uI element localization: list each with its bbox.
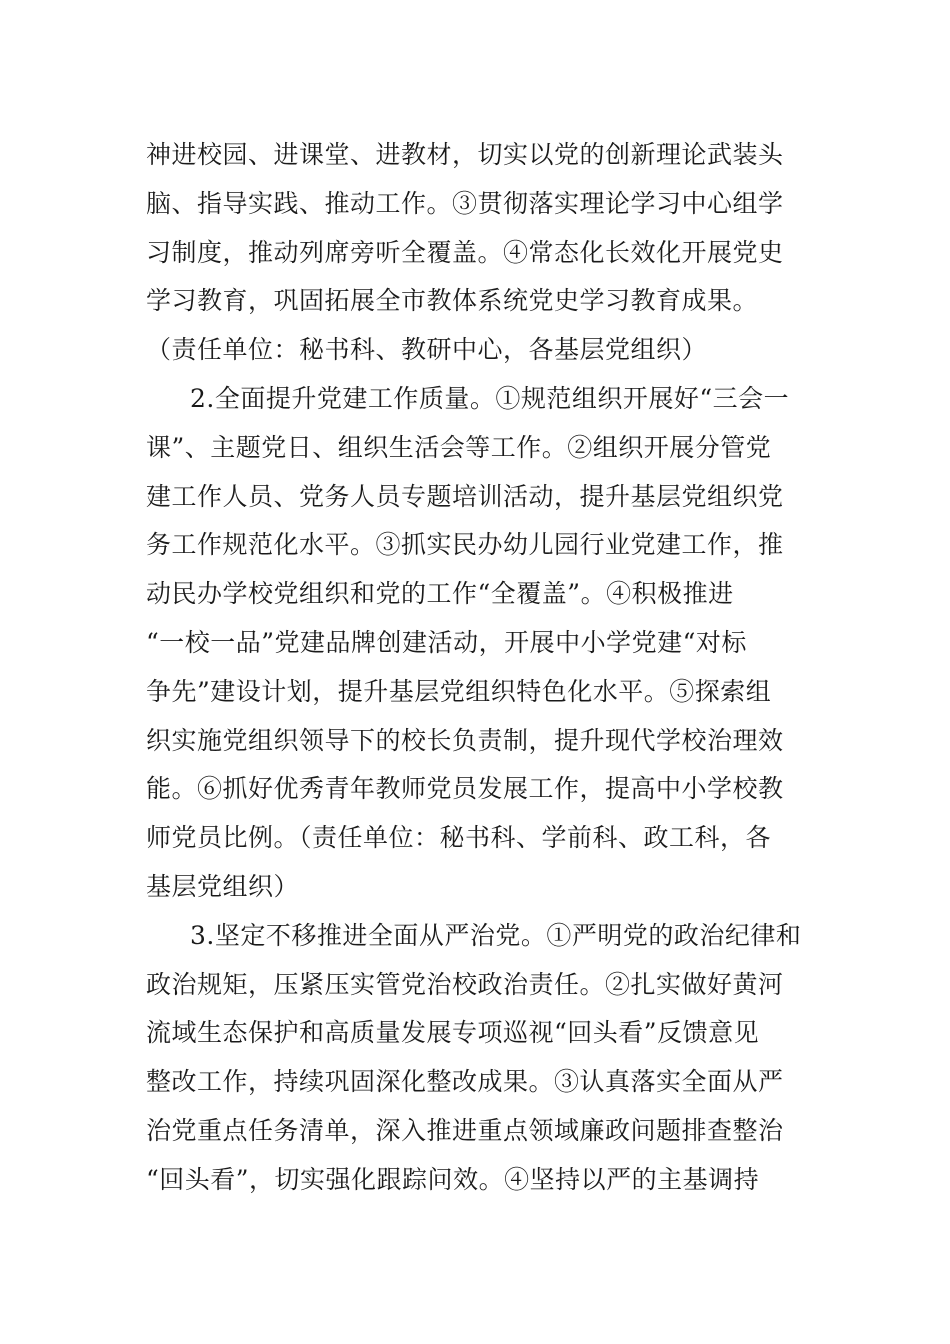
section-heading-line: 2.全面提升党建工作质量。①规范组织开展好“三会一 [190, 383, 790, 413]
text-line: “回头看”，切实强化跟踪问效。④坚持以严的主基调持 [146, 1164, 760, 1194]
text-line: 流域生态保护和高质量发展专项巡视“回头看”反馈意见 [146, 1018, 760, 1048]
section-heading-line: 3.坚定不移推进全面从严治党。①严明党的政治纪律和 [190, 920, 802, 950]
text-line: 政治规矩，压紧压实管党治校政治责任。②扎实做好黄河 [146, 969, 784, 999]
text-line: 治党重点任务清单，深入推进重点领域廉政问题排查整治 [146, 1115, 784, 1145]
text-line: （责任单位：秘书科、教研中心，各基层党组织） [146, 335, 708, 365]
text-line: 师党员比例。（责任单位：秘书科、学前科、政工科，各 [146, 823, 772, 853]
text-line: 习制度，推动列席旁听全覆盖。④常态化长效化开展党史 [146, 237, 784, 267]
text-line: 课”、主题党日、组织生活会等工作。②组织开展分管党 [146, 432, 772, 462]
text-line: “一校一品”党建品牌创建活动，开展中小学党建“对标 [146, 627, 747, 657]
text-line: 建工作人员、党务人员专题培训活动，提升基层党组织党 [146, 481, 784, 511]
text-line: 基层党组织） [146, 871, 300, 901]
text-line: 务工作规范化水平。③抓实民办幼儿园行业党建工作，推 [146, 530, 784, 560]
text-line: 能。⑥抓好优秀青年教师党员发展工作，提高中小学校教 [146, 774, 784, 804]
document-body [146, 131, 816, 1205]
text-line: 学习教育，巩固拓展全市教体系统党史学习教育成果。 [146, 286, 759, 316]
text-line: 神进校园、进课堂、进教材，切实以党的创新理论武装头 [146, 140, 784, 169]
text-line: 织实施党组织领导下的校长负责制，提升现代学校治理效 [146, 725, 784, 755]
text-line: 脑、指导实践、推动工作。③贯彻落实理论学习中心组学 [146, 188, 784, 218]
text-line: 整改工作，持续巩固深化整改成果。③认真落实全面从严 [146, 1067, 784, 1097]
text-line: 动民办学校党组织和党的工作“全覆盖”。④积极推进 [146, 579, 734, 609]
text-line: 争先”建设计划，提升基层党组织特色化水平。⑤探索组 [146, 676, 772, 706]
